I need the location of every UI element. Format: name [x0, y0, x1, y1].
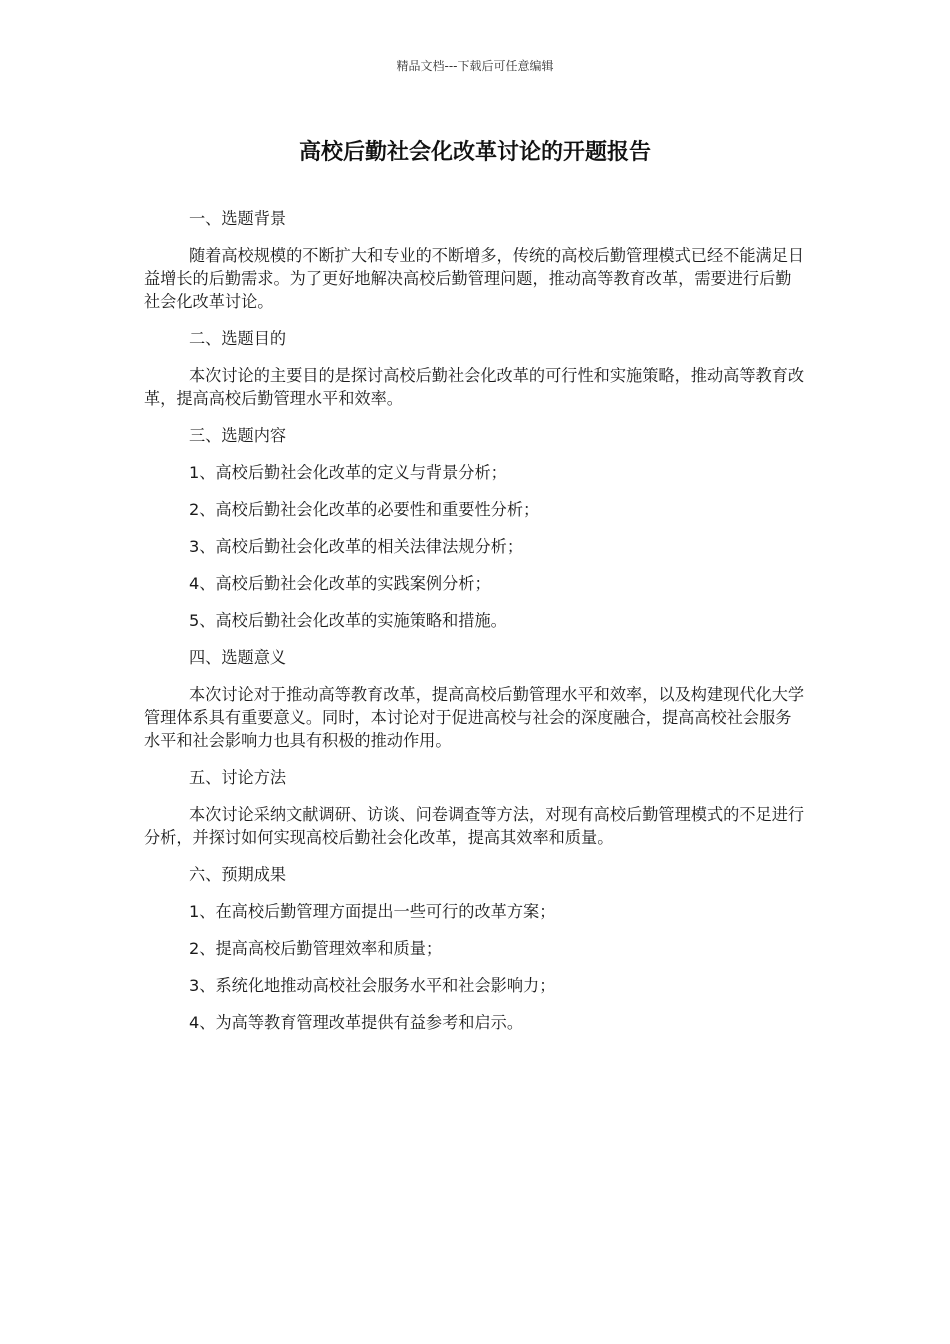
section-heading-significance: 四、选题意义 — [189, 648, 287, 667]
content-list-item: 5、高校后勤社会化改革的实施策略和措施。 — [189, 611, 507, 630]
section-heading-outcomes: 六、预期成果 — [189, 865, 287, 884]
section-heading-method: 五、讨论方法 — [189, 768, 287, 787]
section-paragraph-method: 本次讨论采纳文献调研、访谈、问卷调查等方法，对现有高校后勤管理模式的不足进行分析，并探讨如何实现高校后勤社会化改革，提高其效率和质量。 — [144, 805, 805, 847]
section-heading-purpose: 二、选题目的 — [189, 329, 287, 348]
section-heading-background: 一、选题背景 — [189, 209, 287, 228]
section-paragraph-significance: 本次讨论对于推动高等教育改革，提高高校后勤管理水平和效率，以及构建现代化大学管理体系具有重要意义。同时，本讨论对于促进高校与社会的深度融合，提高高校社会服务水平和社会影响力也具有积极的推动作用。 — [144, 685, 805, 750]
document-body — [144, 207, 806, 1048]
outcome-list-item: 2、提高高校后勤管理效率和质量； — [189, 939, 443, 958]
outcome-list-item: 3、系统化地推动高校社会服务水平和社会影响力； — [189, 976, 556, 995]
header-note: 精品文档---下载后可任意编辑 — [396, 59, 554, 73]
content-list-item: 2、高校后勤社会化改革的必要性和重要性分析； — [189, 500, 540, 519]
content-list-item: 3、高校后勤社会化改革的相关法律法规分析； — [189, 537, 524, 556]
content-list-item: 1、高校后勤社会化改革的定义与背景分析； — [189, 463, 507, 482]
content-list-item: 4、高校后勤社会化改革的实践案例分析； — [189, 574, 491, 593]
section-heading-content: 三、选题内容 — [189, 426, 287, 445]
outcome-list-item: 4、为高等教育管理改革提供有益参考和启示。 — [189, 1013, 524, 1032]
section-paragraph-purpose: 本次讨论的主要目的是探讨高校后勤社会化改革的可行性和实施策略，推动高等教育改革，提高高校后勤管理水平和效率。 — [144, 366, 805, 408]
document-title: 高校后勤社会化改革讨论的开题报告 — [298, 140, 651, 165]
section-paragraph-background: 随着高校规模的不断扩大和专业的不断增多，传统的高校后勤管理模式已经不能满足日益增长的后勤需求。为了更好地解决高校后勤管理问题，推动高等教育改革，需要进行后勤社会化改革讨论。 — [144, 246, 805, 311]
outcome-list-item: 1、在高校后勤管理方面提出一些可行的改革方案； — [189, 902, 556, 921]
